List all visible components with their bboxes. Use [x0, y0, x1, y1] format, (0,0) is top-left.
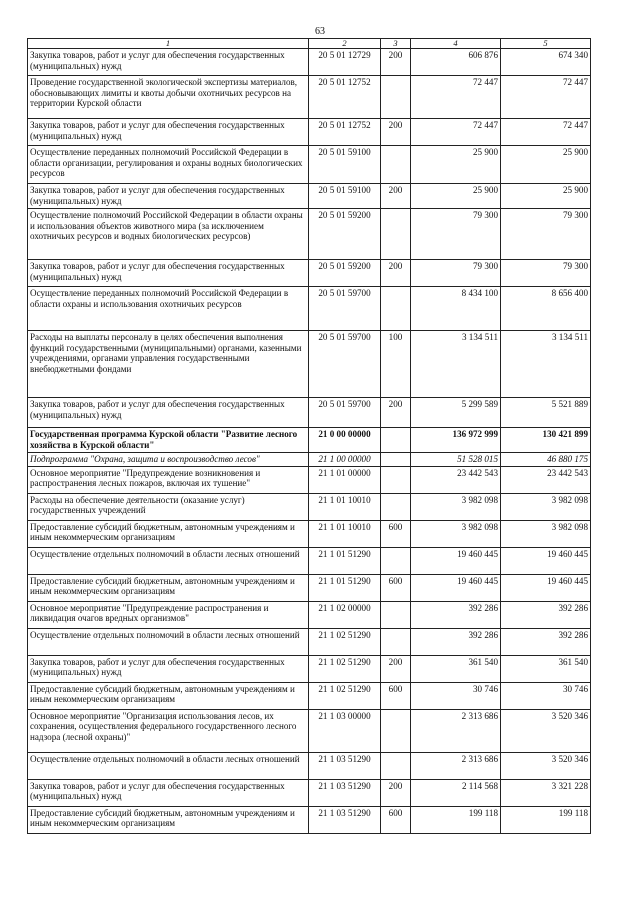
- expense-type-code: [381, 209, 411, 260]
- amount-col5: 23 442 543: [501, 466, 591, 493]
- expense-type-code: [381, 76, 411, 119]
- amount-col5: 5 521 889: [501, 398, 591, 428]
- target-article-code: 21 1 03 51290: [309, 752, 381, 779]
- target-article-code: 21 1 02 51290: [309, 628, 381, 655]
- amount-col5: 79 300: [501, 260, 591, 287]
- row-name: Подпрограмма "Охрана, защита и воспроизводство лесов": [28, 453, 309, 467]
- amount-col4: 8 434 100: [411, 287, 501, 331]
- target-article-code: 21 1 03 51290: [309, 806, 381, 833]
- row-name: Предоставление субсидий бюджетным, автономным учреждениям и иным некоммерческим организациям: [28, 682, 309, 709]
- expense-type-code: 200: [381, 49, 411, 76]
- expense-type-code: [381, 493, 411, 520]
- table-row: [28, 806, 591, 833]
- row-name: Закупка товаров, работ и услуг для обеспечения государственных (муниципальных) нужд: [28, 119, 309, 146]
- table-row: [28, 520, 591, 547]
- amount-col4: 136 972 999: [411, 428, 501, 453]
- amount-col4: 19 460 445: [411, 574, 501, 601]
- amount-col4: 2 313 686: [411, 709, 501, 752]
- row-name: Осуществление переданных полномочий Российской Федерации в области охраны и использования охотничьих ресурсов: [28, 287, 309, 331]
- expense-type-code: [381, 466, 411, 493]
- target-article-code: 20 5 01 12729: [309, 49, 381, 76]
- expense-type-code: 600: [381, 574, 411, 601]
- amount-col4: 2 114 568: [411, 779, 501, 806]
- row-name: Проведение государственной экологической экспертизы материалов, обосновывающих лимиты и квоты добычи охотничьих ресурсов на территории Курской области: [28, 76, 309, 119]
- expense-type-code: 200: [381, 655, 411, 682]
- amount-col5: 25 900: [501, 146, 591, 184]
- column-header: 5: [501, 39, 591, 49]
- row-name: Расходы на обеспечение деятельности (оказание услуг) государственных учреждений: [28, 493, 309, 520]
- target-article-code: 20 5 01 59100: [309, 146, 381, 184]
- amount-col4: 2 313 686: [411, 752, 501, 779]
- amount-col5: 361 540: [501, 655, 591, 682]
- row-name: Закупка товаров, работ и услуг для обеспечения государственных (муниципальных) нужд: [28, 260, 309, 287]
- table-row: [28, 76, 591, 119]
- expense-type-code: [381, 453, 411, 467]
- table-row: [28, 779, 591, 806]
- table-row: [28, 574, 591, 601]
- amount-col5: 674 340: [501, 49, 591, 76]
- amount-col4: 199 118: [411, 806, 501, 833]
- table-row: [28, 466, 591, 493]
- amount-col4: 5 299 589: [411, 398, 501, 428]
- amount-col5: 30 746: [501, 682, 591, 709]
- target-article-code: 21 1 03 00000: [309, 709, 381, 752]
- table-row: [28, 260, 591, 287]
- table-row: [28, 752, 591, 779]
- column-header: 2: [309, 39, 381, 49]
- expense-type-code: 600: [381, 682, 411, 709]
- table-row: [28, 547, 591, 574]
- target-article-code: 20 5 01 59700: [309, 331, 381, 398]
- row-name: Закупка товаров, работ и услуг для обеспечения государственных (муниципальных) нужд: [28, 49, 309, 76]
- target-article-code: 20 5 01 59200: [309, 260, 381, 287]
- row-name: Расходы на выплаты персоналу в целях обеспечения выполнения функций государственными (муниципальными) органами, казенными учреждениями, органами управления государственными внебюджетными фондами: [28, 331, 309, 398]
- target-article-code: 20 5 01 59200: [309, 209, 381, 260]
- amount-col5: 19 460 445: [501, 547, 591, 574]
- amount-col4: 3 982 098: [411, 493, 501, 520]
- table-row: [28, 331, 591, 398]
- expense-type-code: 600: [381, 520, 411, 547]
- target-article-code: 21 1 02 51290: [309, 682, 381, 709]
- target-article-code: 20 5 01 59700: [309, 287, 381, 331]
- amount-col5: 199 118: [501, 806, 591, 833]
- amount-col4: 361 540: [411, 655, 501, 682]
- target-article-code: 21 1 01 00000: [309, 466, 381, 493]
- table-row: [28, 209, 591, 260]
- expense-type-code: 100: [381, 331, 411, 398]
- expense-type-code: [381, 146, 411, 184]
- amount-col4: 23 442 543: [411, 466, 501, 493]
- amount-col4: 79 300: [411, 209, 501, 260]
- expense-type-code: 200: [381, 184, 411, 209]
- expense-type-code: [381, 752, 411, 779]
- expense-type-code: 600: [381, 806, 411, 833]
- table-row: [28, 655, 591, 682]
- row-name: Осуществление переданных полномочий Российской Федерации в области организации, регулирования и охраны водных биологических ресурсов: [28, 146, 309, 184]
- target-article-code: 21 1 01 51290: [309, 574, 381, 601]
- target-article-code: 21 1 01 10010: [309, 493, 381, 520]
- expense-type-code: 200: [381, 779, 411, 806]
- budget-table: [27, 38, 591, 834]
- target-article-code: 20 5 01 59700: [309, 398, 381, 428]
- table-row: [28, 119, 591, 146]
- amount-col5: 72 447: [501, 119, 591, 146]
- expense-type-code: [381, 428, 411, 453]
- table-row-subprogram: [28, 453, 591, 467]
- table-row: [28, 398, 591, 428]
- amount-col4: 30 746: [411, 682, 501, 709]
- amount-col4: 3 134 511: [411, 331, 501, 398]
- amount-col4: 25 900: [411, 146, 501, 184]
- amount-col5: 19 460 445: [501, 574, 591, 601]
- table-row: [28, 287, 591, 331]
- row-name: Осуществление отдельных полномочий в области лесных отношений: [28, 628, 309, 655]
- row-name: Осуществление полномочий Российской Федерации в области охраны и использования объектов животного мира (за исключением охотничьих ресурсов и водных биологических ресурсов): [28, 209, 309, 260]
- page-number: 63: [315, 26, 325, 37]
- table-row: [28, 49, 591, 76]
- target-article-code: 21 1 01 51290: [309, 547, 381, 574]
- expense-type-code: 200: [381, 398, 411, 428]
- amount-col5: 130 421 899: [501, 428, 591, 453]
- row-name: Предоставление субсидий бюджетным, автономным учреждениям и иным некоммерческим организациям: [28, 520, 309, 547]
- target-article-code: 21 1 00 00000: [309, 453, 381, 467]
- amount-col5: 79 300: [501, 209, 591, 260]
- column-header: 3: [381, 39, 411, 49]
- expense-type-code: [381, 601, 411, 628]
- amount-col5: 3 321 228: [501, 779, 591, 806]
- amount-col4: 72 447: [411, 119, 501, 146]
- amount-col4: 392 286: [411, 628, 501, 655]
- target-article-code: 21 1 01 10010: [309, 520, 381, 547]
- expense-type-code: [381, 709, 411, 752]
- amount-col5: 3 520 346: [501, 709, 591, 752]
- row-name: Основное мероприятие "Организация использования лесов, их сохранения, осуществления федерального государственного лесного надзора (лесной охраны)": [28, 709, 309, 752]
- expense-type-code: [381, 287, 411, 331]
- expense-type-code: 200: [381, 260, 411, 287]
- amount-col4: 79 300: [411, 260, 501, 287]
- amount-col5: 8 656 400: [501, 287, 591, 331]
- expense-type-code: 200: [381, 119, 411, 146]
- amount-col4: 3 982 098: [411, 520, 501, 547]
- amount-col4: 392 286: [411, 601, 501, 628]
- table-row: [28, 601, 591, 628]
- table-row: [28, 628, 591, 655]
- target-article-code: 20 5 01 12752: [309, 119, 381, 146]
- target-article-code: 21 1 02 51290: [309, 655, 381, 682]
- amount-col4: 606 876: [411, 49, 501, 76]
- row-name: Закупка товаров, работ и услуг для обеспечения государственных (муниципальных) нужд: [28, 398, 309, 428]
- table-header-row: [28, 39, 591, 49]
- amount-col4: 72 447: [411, 76, 501, 119]
- amount-col5: 72 447: [501, 76, 591, 119]
- target-article-code: 20 5 01 59100: [309, 184, 381, 209]
- table-row-program: [28, 428, 591, 453]
- expense-type-code: [381, 547, 411, 574]
- amount-col5: 25 900: [501, 184, 591, 209]
- amount-col4: 19 460 445: [411, 547, 501, 574]
- table-row: [28, 184, 591, 209]
- table-row: [28, 493, 591, 520]
- column-header: 4: [411, 39, 501, 49]
- table-row: [28, 146, 591, 184]
- target-article-code: 21 0 00 00000: [309, 428, 381, 453]
- row-name: Закупка товаров, работ и услуг для обеспечения государственных (муниципальных) нужд: [28, 184, 309, 209]
- amount-col4: 25 900: [411, 184, 501, 209]
- amount-col5: 392 286: [501, 601, 591, 628]
- row-name: Основное мероприятие "Предупреждение распространения и ликвидация очагов вредных организмов": [28, 601, 309, 628]
- amount-col5: 3 134 511: [501, 331, 591, 398]
- row-name: Закупка товаров, работ и услуг для обеспечения государственных (муниципальных) нужд: [28, 655, 309, 682]
- target-article-code: 21 1 02 00000: [309, 601, 381, 628]
- row-name: Основное мероприятие "Предупреждение возникновения и распространения лесных пожаров, включая их тушение": [28, 466, 309, 493]
- target-article-code: 21 1 03 51290: [309, 779, 381, 806]
- row-name: Осуществление отдельных полномочий в области лесных отношений: [28, 752, 309, 779]
- amount-col5: 3 982 098: [501, 493, 591, 520]
- amount-col5: 392 286: [501, 628, 591, 655]
- amount-col5: 46 880 175: [501, 453, 591, 467]
- amount-col5: 3 520 346: [501, 752, 591, 779]
- row-name: Осуществление отдельных полномочий в области лесных отношений: [28, 547, 309, 574]
- table-row: [28, 682, 591, 709]
- row-name: Предоставление субсидий бюджетным, автономным учреждениям и иным некоммерческим организациям: [28, 574, 309, 601]
- target-article-code: 20 5 01 12752: [309, 76, 381, 119]
- expense-type-code: [381, 628, 411, 655]
- column-header: 1: [28, 39, 309, 49]
- row-name: Государственная программа Курской области "Развитие лесного хозяйства в Курской области": [28, 428, 309, 453]
- row-name: Закупка товаров, работ и услуг для обеспечения государственных (муниципальных) нужд: [28, 779, 309, 806]
- table-row: [28, 709, 591, 752]
- amount-col4: 51 528 015: [411, 453, 501, 467]
- row-name: Предоставление субсидий бюджетным, автономным учреждениям и иным некоммерческим организациям: [28, 806, 309, 833]
- amount-col5: 3 982 098: [501, 520, 591, 547]
